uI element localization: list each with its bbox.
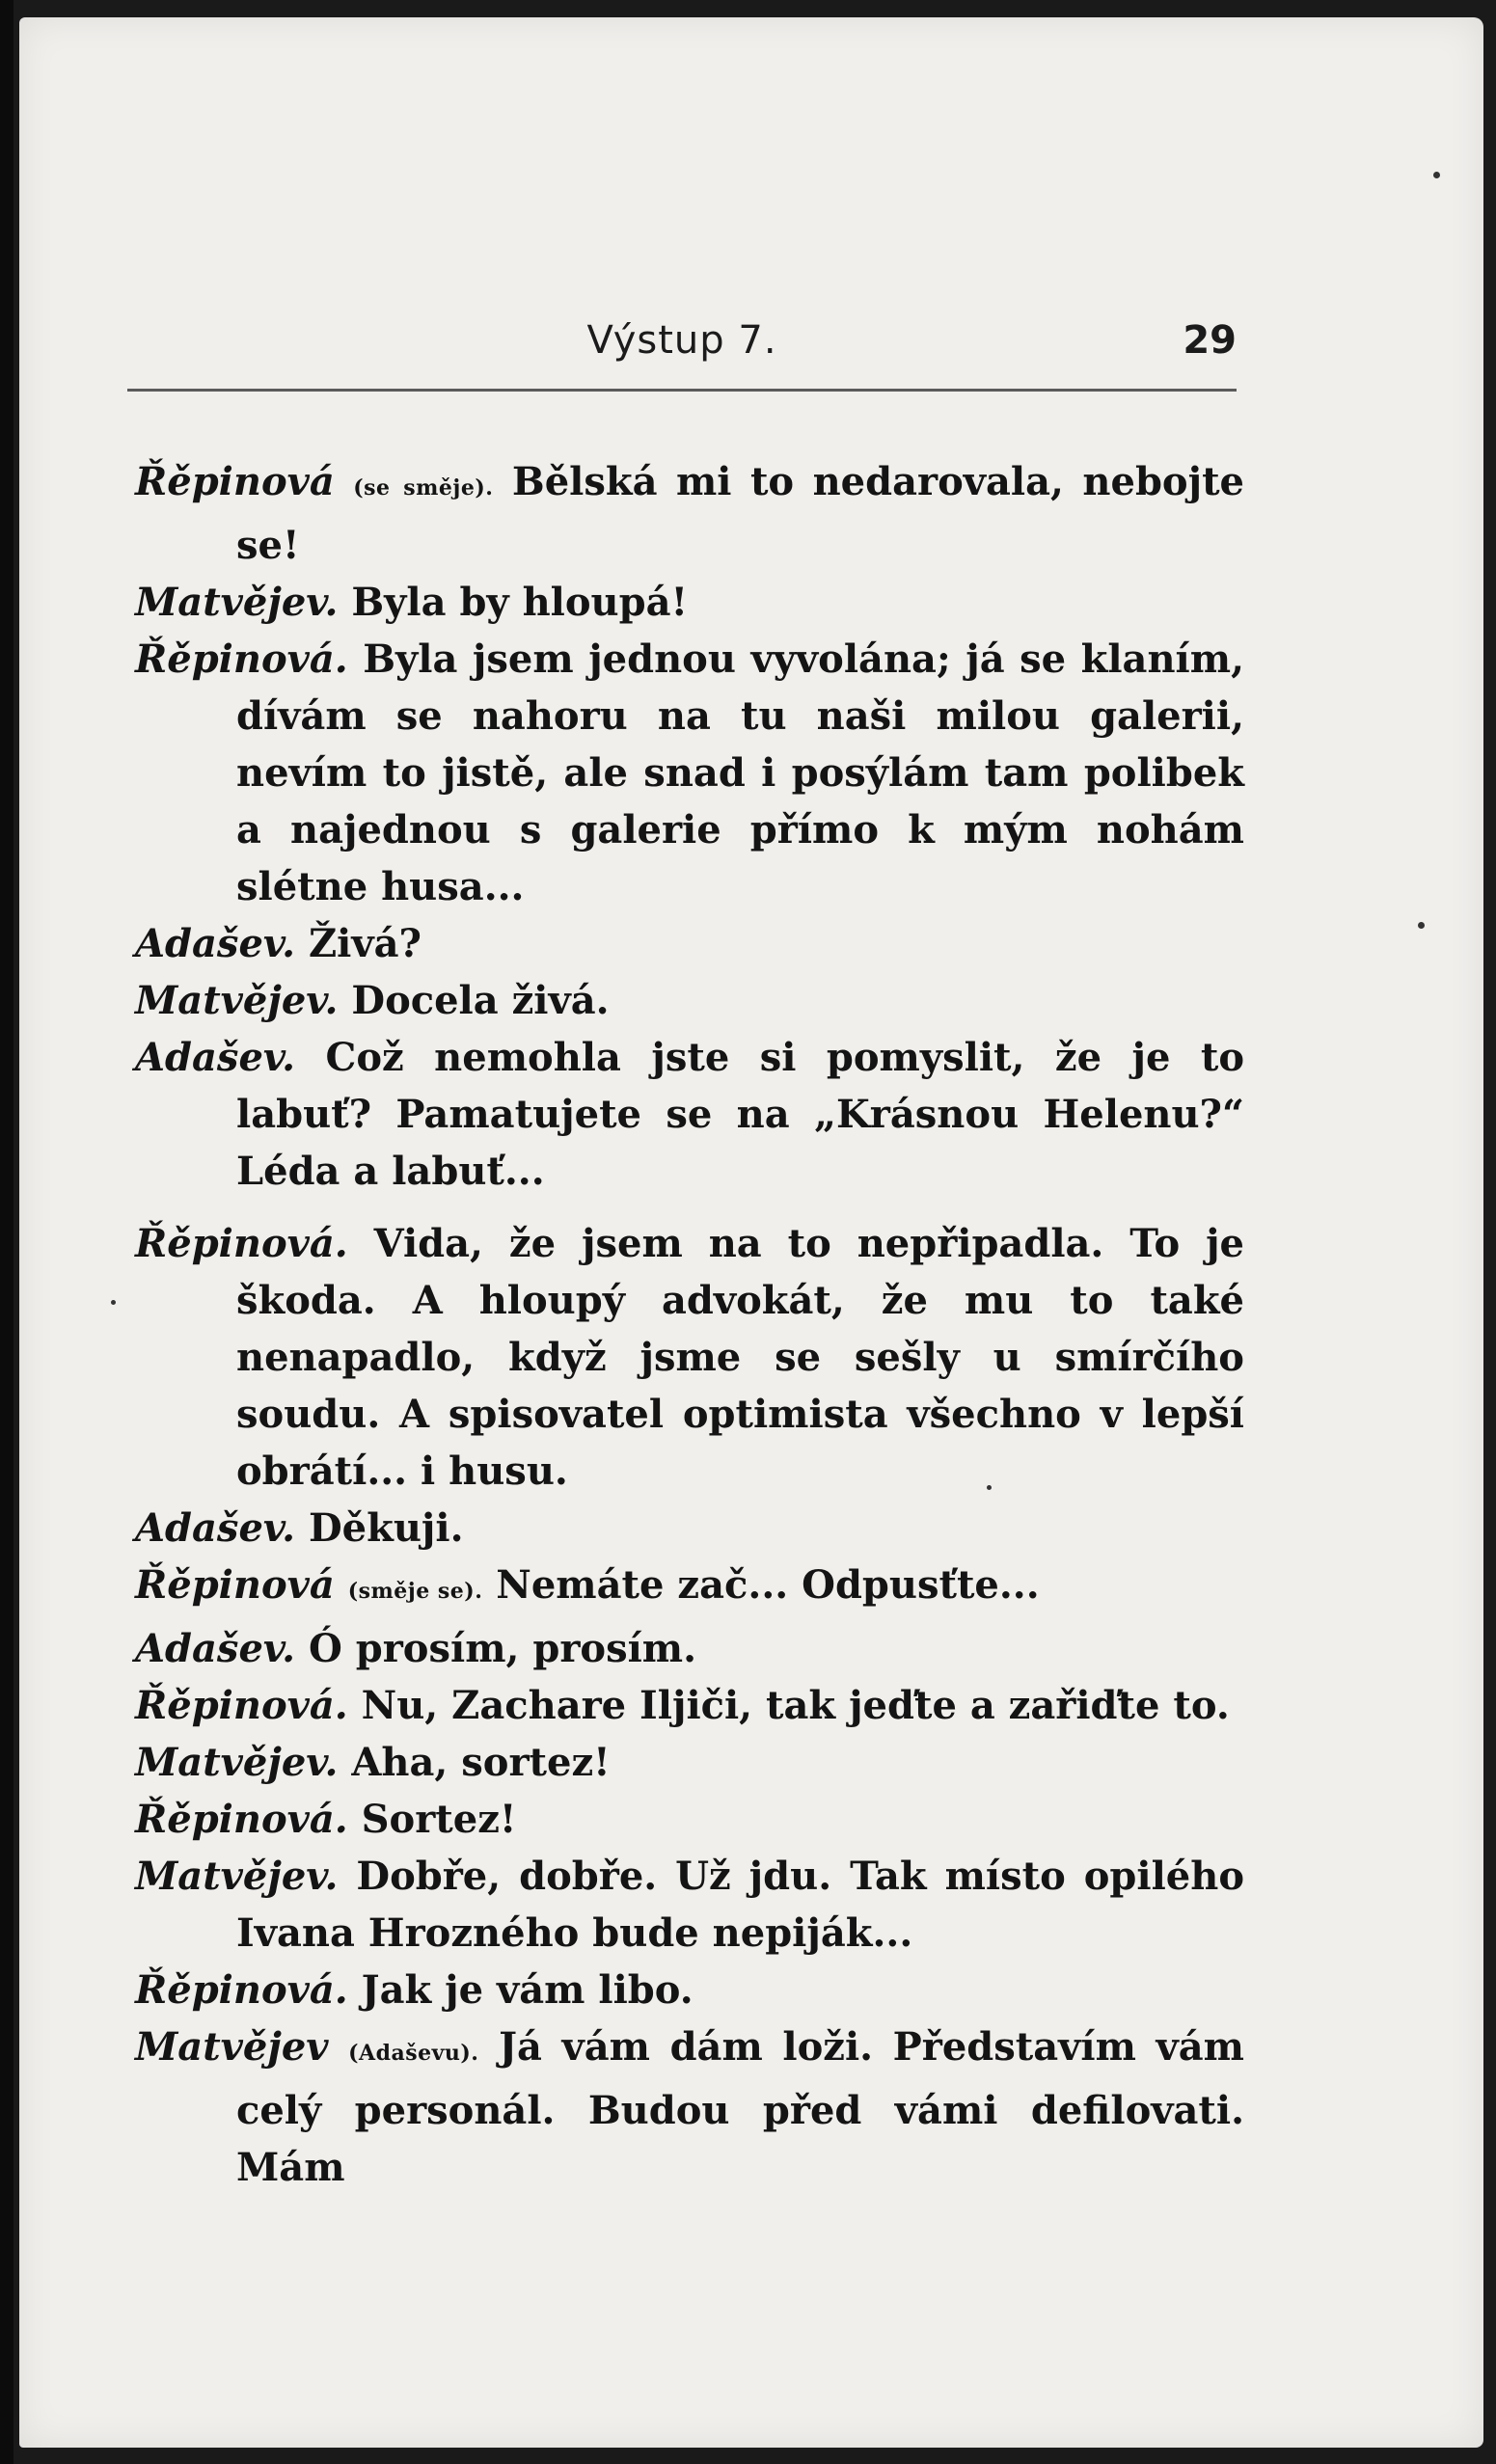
speech: [135, 2018, 1244, 2196]
speech: [135, 915, 1244, 972]
speech-text: Vida, že jsem na to nepřipadla. To je škoda. A hloupý advokát, že mu to také nenapadlo, když jsme se sešly u smírčího soudu. A spisovatel optimista všechno v lepší obrátí... i husu.: [236, 1221, 1244, 1494]
speech: [135, 574, 1244, 631]
book-spine-shadow: [0, 0, 14, 2464]
speaker-name: Matvějev: [135, 2024, 329, 2070]
speech: [135, 1677, 1244, 1734]
speech: [135, 631, 1244, 915]
speech-text: Já vám dám loži. Představím vám celý personál. Budou před vámi defilovati. Mám: [236, 2024, 1244, 2190]
speaker-name: Matvějev.: [135, 580, 339, 625]
speaker-name: Řěpinová: [135, 1562, 335, 1608]
speaker-name: Řěpinová.: [135, 1221, 348, 1266]
speech-text: Docela živá.: [351, 978, 610, 1023]
speaker-name: Řěpinová.: [135, 1797, 348, 1842]
header-rule: [127, 389, 1237, 392]
speech-text: Jak je vám libo.: [361, 1967, 694, 2013]
speaker-name: Matvějev.: [135, 1854, 339, 1899]
speech: [135, 453, 1244, 574]
speech-text: Bělská mi to nedarovala, nebojte se!: [236, 459, 1244, 568]
speech-text: Ó prosím, prosím.: [308, 1626, 697, 1671]
speech-text: Aha, sortez!: [351, 1740, 611, 1785]
speaker-name: Řěpinová.: [135, 636, 348, 682]
speech: [135, 972, 1244, 1029]
speech-text: Byla by hloupá!: [351, 580, 689, 625]
running-header: [127, 318, 1237, 376]
speech: [135, 1734, 1244, 1791]
speech: [135, 1215, 1244, 1500]
speech: [135, 1791, 1244, 1848]
speaker-name: Adašev.: [135, 1035, 296, 1080]
speaker-name: Adašev.: [135, 1505, 296, 1551]
stage-direction: (se směje).: [353, 475, 494, 501]
speech: [135, 1500, 1244, 1557]
speaker-name: Řěpinová.: [135, 1683, 348, 1728]
speech-text: Děkuji.: [308, 1505, 464, 1551]
speech-text: Živá?: [308, 921, 422, 966]
speech-text: Byla jsem jednou vyvolána; já se klaním, dívám se nahoru na tu naši milou galerii, nevím to jistě, ale snad i posýlám tam polibek a najednou s galerie přímo k mým nohám slétne husa...: [236, 636, 1245, 909]
speaker-name: Řěpinová.: [135, 1967, 348, 2013]
speech: [135, 1620, 1244, 1677]
speech: [135, 1962, 1244, 2018]
speech: [135, 1848, 1244, 1962]
speaker-name: Matvějev.: [135, 978, 339, 1023]
speech-text: Nu, Zachare Iljiči, tak jeďte a zařiďte to.: [361, 1683, 1230, 1728]
speech-text: Nemáte zač... Odpusťte...: [496, 1562, 1040, 1608]
page-number: 29: [1183, 318, 1237, 363]
speech: [135, 1029, 1244, 1200]
speaker-name: Adašev.: [135, 1626, 296, 1671]
speech-text: Dobře, dobře. Už jdu. Tak místo opilého Ivana Hrozného bude nepiják...: [236, 1854, 1244, 1956]
speech: [135, 1557, 1244, 1620]
speaker-name: Matvějev.: [135, 1740, 339, 1785]
speech-text: Což nemohla jste si pomyslit, že je to labuť? Pamatujete se na „Krásnou Helenu?“ Léda a labuť...: [236, 1035, 1244, 1194]
speech-text: Sortez!: [361, 1797, 517, 1842]
speaker-name: Řěpinová: [135, 459, 335, 504]
stage-direction: (směje se).: [347, 1579, 483, 1604]
page-title: Výstup 7.: [586, 318, 777, 363]
play-text: [135, 453, 1244, 2196]
speaker-name: Adašev.: [135, 921, 296, 966]
stage-direction: (Adaševu).: [348, 2041, 479, 2066]
